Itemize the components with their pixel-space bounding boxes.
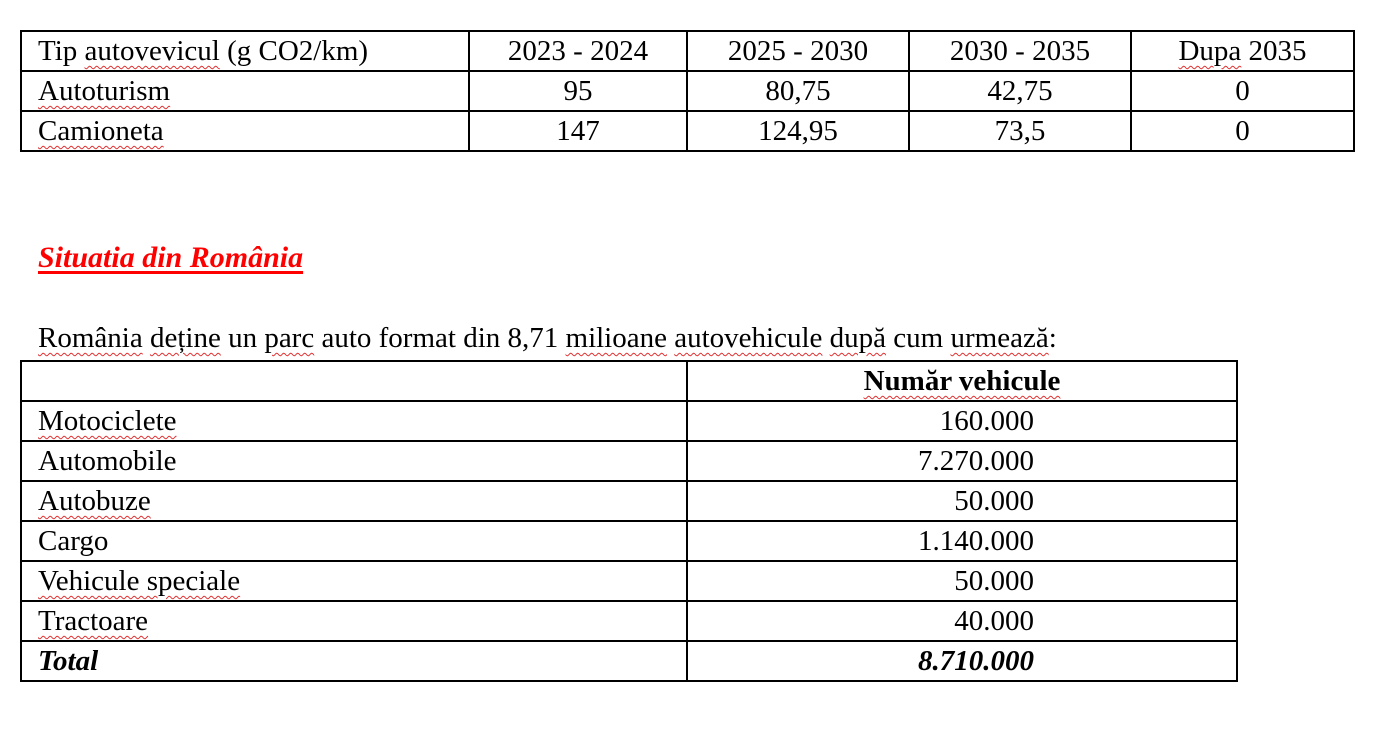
total-value: 8.710.000 (687, 641, 1237, 681)
table-cell: 40.000 (687, 601, 1237, 641)
table-row (21, 561, 1237, 601)
table-header-row (21, 31, 1354, 71)
header-cell-period: 2030 - 2035 (909, 31, 1131, 71)
row-label-text: Motociclete (38, 405, 177, 437)
table-cell: 95 (469, 71, 687, 111)
header-cell-blank (21, 361, 687, 401)
row-label-text: Camioneta (38, 115, 164, 147)
table-cell: 147 (469, 111, 687, 151)
table-row (21, 601, 1237, 641)
table-cell: 42,75 (909, 71, 1131, 111)
header-vehicle-word: autovevicul (84, 35, 220, 67)
table-cell: 124,95 (687, 111, 909, 151)
header-count-text: Număr vehicule (863, 365, 1061, 397)
table-header-row (21, 361, 1237, 401)
table-row (21, 441, 1237, 481)
section-heading: Situatia din România (38, 241, 304, 274)
header-cell-vehicle-type: Tip autovevicul (g CO2/km) (21, 31, 469, 71)
row-label (21, 601, 687, 641)
table-cell: 7.270.000 (687, 441, 1237, 481)
table-row (21, 481, 1237, 521)
table-cell: 80,75 (687, 71, 909, 111)
row-label (21, 111, 469, 151)
header-cell-period: 2025 - 2030 (687, 31, 909, 71)
table-total-row (21, 641, 1237, 681)
header-cell-period: 2023 - 2024 (469, 31, 687, 71)
intro-paragraph: România deține un parc auto format din 8,71 milioane autovehicule după cum urmează: (38, 322, 1057, 354)
row-label-text: Autoturism (38, 75, 171, 107)
row-label-text: Autobuze (38, 485, 151, 517)
table-row (21, 521, 1237, 561)
table-row (21, 401, 1237, 441)
header-cell-period: Dupa 2035 (1131, 31, 1354, 71)
row-label-text: Tractoare (38, 605, 149, 637)
vehicle-fleet-table (20, 360, 1238, 682)
table-row (21, 71, 1354, 111)
row-label: Automobile (21, 441, 687, 481)
row-label-text: Vehicule speciale (38, 565, 241, 597)
table-cell: 50.000 (687, 561, 1237, 601)
table-cell: 50.000 (687, 481, 1237, 521)
table-cell: 0 (1131, 111, 1354, 151)
row-label (21, 71, 469, 111)
table-cell: 160.000 (687, 401, 1237, 441)
header-cell-count (687, 361, 1237, 401)
co2-limits-table (20, 30, 1355, 152)
header-after-word: Dupa (1178, 35, 1242, 67)
row-label (21, 561, 687, 601)
total-label: Total (21, 641, 687, 681)
table-row (21, 111, 1354, 151)
row-label: Cargo (21, 521, 687, 561)
row-label (21, 401, 687, 441)
table-cell: 0 (1131, 71, 1354, 111)
row-label (21, 481, 687, 521)
table-cell: 73,5 (909, 111, 1131, 151)
table-cell: 1.140.000 (687, 521, 1237, 561)
